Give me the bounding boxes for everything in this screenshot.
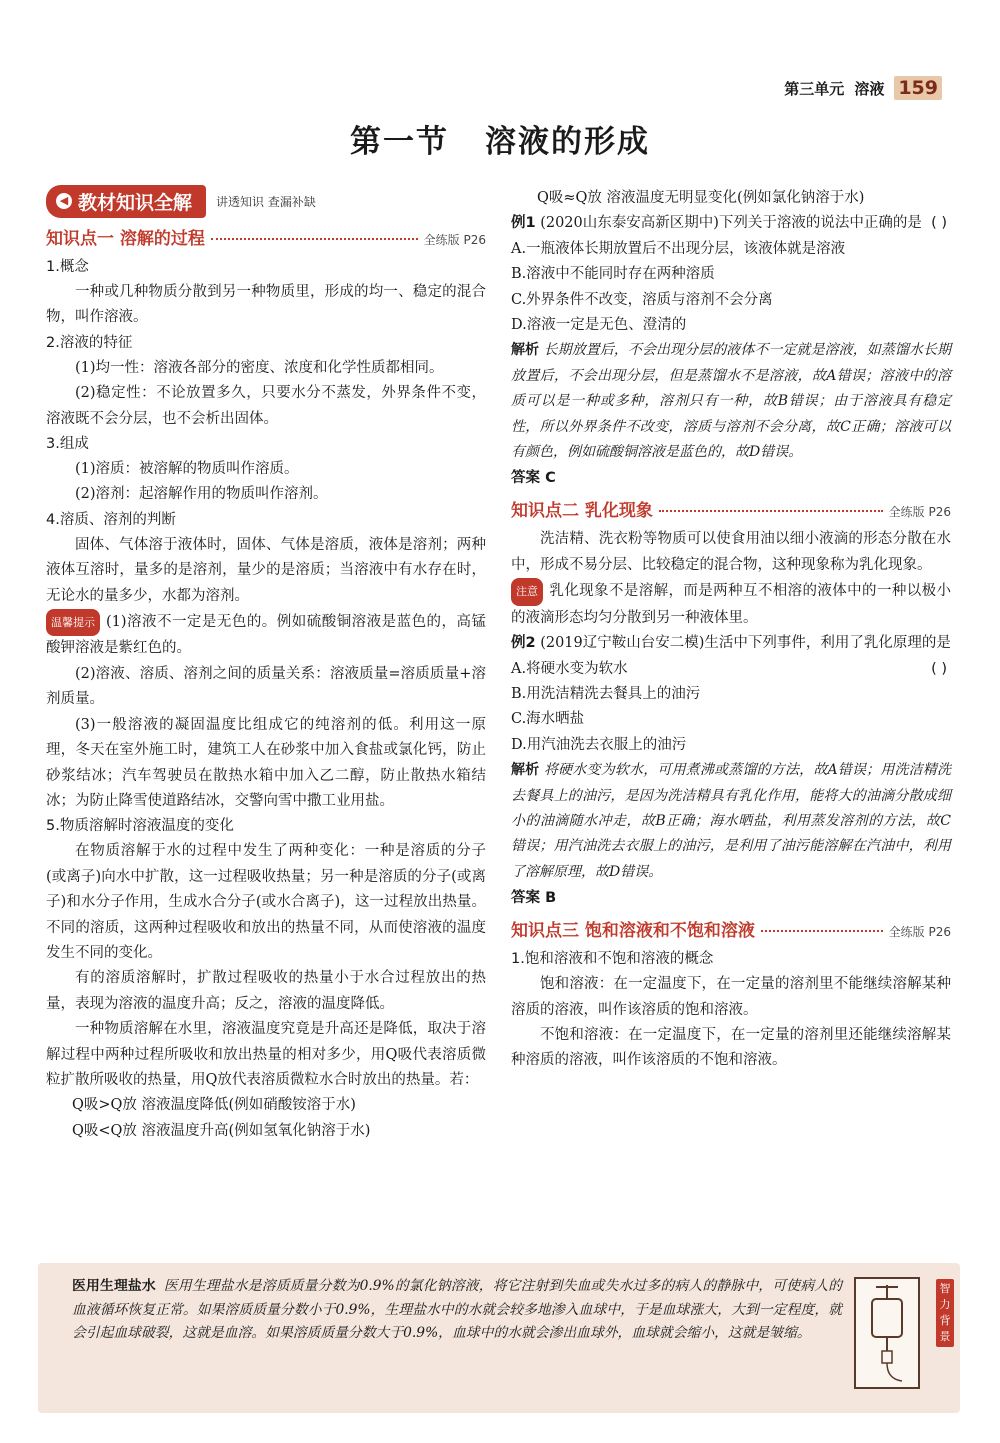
answer-blank: ( ) bbox=[931, 660, 947, 677]
note: 注意 乳化现象不是溶解，而是两种互不相溶的液体中的一种以极小的液滴形态均匀分散到另一种液体里。 bbox=[511, 578, 951, 631]
example-2-option-a: A.将硬水变为软水 bbox=[511, 660, 628, 677]
temperature-text-3: 一种物质溶解在水里，溶液温度究竟是升高还是降低，取决于溶解过程中两种过程所吸收和放出热量的相对多少，用Q吸代表溶质微粒扩散所吸收的热量，用Q放代表溶质微粒水合时放出的热量。若： bbox=[46, 1021, 486, 1088]
iv-drip-illustration bbox=[854, 1277, 920, 1389]
tip-3: (3)一般溶液的凝固温度比组成它的纯溶剂的低。利用这一原理，冬天在室外施工时，建筑工人在砂浆中加入食盐或氯化钙，防止砂浆结冰；汽车驾驶员在散热水箱中加入乙二醇，防止散热水箱结冰；为防止降雪使道路结冰，交警向雪中撒工业用盐。 bbox=[46, 716, 486, 809]
topic-label: 溶液 bbox=[854, 79, 885, 98]
heat-case-3: Q吸≈Q放 溶液温度无明显变化(例如氯化钠溶于水) bbox=[537, 190, 865, 206]
right-column bbox=[511, 186, 951, 1074]
knowledge-point-3-ref: 全练版 P26 bbox=[888, 925, 951, 940]
heat-case-1: Q吸>Q放 溶液温度降低(例如硝酸铵溶于水) bbox=[72, 1097, 356, 1114]
knowledge-banner bbox=[46, 186, 486, 216]
knowledge-point-1-header bbox=[46, 224, 486, 249]
heading-composition: 3.组成 bbox=[46, 436, 89, 453]
temperature-text-2: 有的溶质溶解时，扩散过程吸收的热量小于水合过程放出的热量，表现为溶液的温度升高；反之，溶液的温度降低。 bbox=[46, 970, 486, 1012]
example-1-question: 例1 (2020山东泰安高新区期中)下列关于溶液的说法中正确的是 ( ) bbox=[511, 211, 951, 236]
background-knowledge-box bbox=[38, 1263, 960, 1413]
example-1-option-a: A.一瓶液体长期放置后不出现分层，该液体就是溶液 bbox=[511, 240, 846, 257]
example-1-option-d: D.溶液一定是无色、澄清的 bbox=[511, 317, 687, 334]
tip-badge: 温馨提示 bbox=[46, 609, 100, 636]
knowledge-point-3-header bbox=[511, 916, 951, 941]
example-2-option-d: D.用汽油洗去衣服上的油污 bbox=[511, 736, 687, 753]
unit-label: 第三单元 bbox=[784, 79, 845, 98]
note-badge: 注意 bbox=[511, 578, 543, 605]
emulsion-text: 洗洁精、洗衣粉等物质可以使食用油以细小液滴的形态分散在水中，形成不易分层、比较稳定的混合物，这种现象称为乳化现象。 bbox=[511, 531, 951, 573]
section-number: 第一节 bbox=[350, 124, 449, 160]
example-1-answer: 答案 C bbox=[511, 470, 556, 487]
concept-text: 一种或几种物质分散到另一种物质里，形成的均一、稳定的混合物，叫作溶液。 bbox=[46, 284, 486, 326]
heading-temperature: 5.物质溶解时溶液温度的变化 bbox=[46, 818, 234, 835]
left-column bbox=[46, 186, 486, 1144]
knowledge-point-3-title: 知识点三 饱和溶液和不饱和溶液 bbox=[511, 921, 755, 942]
heading-concept: 1.概念 bbox=[46, 259, 89, 275]
example-2-option-c: C.海水晒盐 bbox=[511, 711, 585, 728]
judgement-text: 固体、气体溶于液体时，固体、气体是溶质，液体是溶剂；两种液体互溶时，量多的是溶剂，量少的是溶质；当溶液中有水存在时，无论水的量多少，水都为溶剂。 bbox=[46, 536, 486, 604]
knowledge-point-2-header bbox=[511, 496, 951, 521]
saline-title: 医用生理盐水 bbox=[72, 1278, 156, 1294]
example-1-option-c: C.外界条件不改变，溶质与溶剂不会分离 bbox=[511, 291, 773, 308]
banner-tag: ◀ 教材知识全解 bbox=[46, 185, 206, 218]
saturated-text: 饱和溶液：在一定温度下，在一定量的溶剂里不能继续溶解某种溶质的溶液，叫作该溶质的饱和溶液。 bbox=[511, 976, 951, 1018]
tip-2: (2)溶液、溶质、溶剂之间的质量关系：溶液质量=溶质质量+溶剂质量。 bbox=[46, 665, 486, 708]
temperature-text-1: 在物质溶解于水的过程中发生了两种变化：一种是溶质的分子(或离子)向水中扩散，这一过程吸收热量；另一种是溶质的分子(或离子)和水分子作用，生成水合分子(或水合离子)，这一过程放出热量。不同的溶质，这两种过程吸收和放出的热量不同，从而使溶液的温度发生不同的变化。 bbox=[46, 843, 486, 961]
iv-bag-icon bbox=[856, 1279, 918, 1387]
megaphone-icon: ◀ bbox=[56, 193, 72, 209]
unsaturated-text: 不饱和溶液：在一定温度下，在一定量的溶剂里还能继续溶解某种溶质的溶液，叫作该溶质的不饱和溶液。 bbox=[511, 1026, 951, 1069]
heading-saturated: 1.饱和溶液和不饱和溶液的概念 bbox=[511, 951, 714, 968]
knowledge-point-2-title: 知识点二 乳化现象 bbox=[511, 501, 653, 522]
side-tab: 智力背景 bbox=[936, 1279, 954, 1347]
section-name: 溶液的形成 bbox=[485, 124, 650, 160]
example-1-analysis: 解析 长期放置后，不会出现分层的液体不一定就是溶液，如蒸馏水长期放置后，不会出现分层，但是蒸馏水不是溶液，故A错误；溶液中的溶质可以是一种或多种，溶剂只有一种，故B错误；由于溶液具有稳定性，所以外界条件不改变，溶质与溶剂不会分离，故C正确；溶液可以有颜色，例如硫酸铜溶液是蓝色的，故D错误。 bbox=[511, 342, 952, 461]
heading-features: 2.溶液的特征 bbox=[46, 334, 133, 351]
knowledge-point-1-title: 知识点一 溶解的过程 bbox=[46, 229, 205, 249]
composition-solvent: (2)溶剂：起溶解作用的物质叫作溶剂。 bbox=[75, 486, 328, 503]
page-number: 159 bbox=[894, 76, 942, 100]
example-2-answer: 答案 B bbox=[511, 890, 557, 907]
composition-solute: (1)溶质：被溶解的物质叫作溶质。 bbox=[75, 461, 299, 478]
saline-text: 医用生理盐水 医用生理盐水是溶质质量分数为0.9%的氯化钠溶液，将它注射到失血或失水过多的病人的静脉中，可使病人的血液循环恢复正常。如果溶质质量分数小于0.9%，生理盐水中的水就会较多地渗入血球中，于是血球涨大，大到一定程度，就会引起血球破裂，这就是血溶。如果溶质质量分数大于0.9%，血球中的水就会渗出血球外，血球就会缩小，这就是皱缩。 bbox=[72, 1278, 842, 1341]
example-2-question: 例2 (2019辽宁鞍山台安二模)生活中下列事件，利用了乳化原理的是 ( ) bbox=[511, 631, 951, 656]
heat-case-2: Q吸<Q放 溶液温度升高(例如氢氧化钠溶于水) bbox=[72, 1122, 371, 1139]
feature-uniformity: (1)均一性：溶液各部分的密度、浓度和化学性质都相同。 bbox=[75, 359, 444, 376]
page-title bbox=[0, 116, 1000, 161]
page-header bbox=[784, 76, 942, 100]
banner-subtitle: 讲透知识 查漏补缺 bbox=[216, 194, 316, 209]
answer-blank: ( ) bbox=[931, 215, 947, 232]
tip-1: 温馨提示 (1)溶液不一定是无色的。例如硫酸铜溶液是蓝色的，高锰酸钾溶液是紫红色的。 bbox=[46, 609, 486, 662]
knowledge-point-2-ref: 全练版 P26 bbox=[888, 505, 951, 520]
example-2-option-b: B.用洗洁精洗去餐具上的油污 bbox=[511, 685, 701, 702]
feature-stability: (2)稳定性：不论放置多久，只要水分不蒸发，外界条件不变，溶液既不会分层，也不会析出固体。 bbox=[46, 385, 486, 427]
example-1-option-b: B.溶液中不能同时存在两种溶质 bbox=[511, 266, 715, 283]
heading-judgement: 4.溶质、溶剂的判断 bbox=[46, 511, 176, 528]
example-2-analysis: 解析 将硬水变为软水，可用煮沸或蒸馏的方法，故A错误；用洗洁精洗去餐具上的油污，是因为洗洁精具有乳化作用，能将大的油滴分散成细小的油滴随水冲走，故B正确；海水晒盐，利用蒸发溶剂的方法，故C错误；用汽油洗去衣服上的油污，是利用了油污能溶解在汽油中，利用了溶解原理，故D错误。 bbox=[511, 762, 952, 880]
knowledge-point-1-ref: 全练版 P26 bbox=[423, 233, 486, 247]
